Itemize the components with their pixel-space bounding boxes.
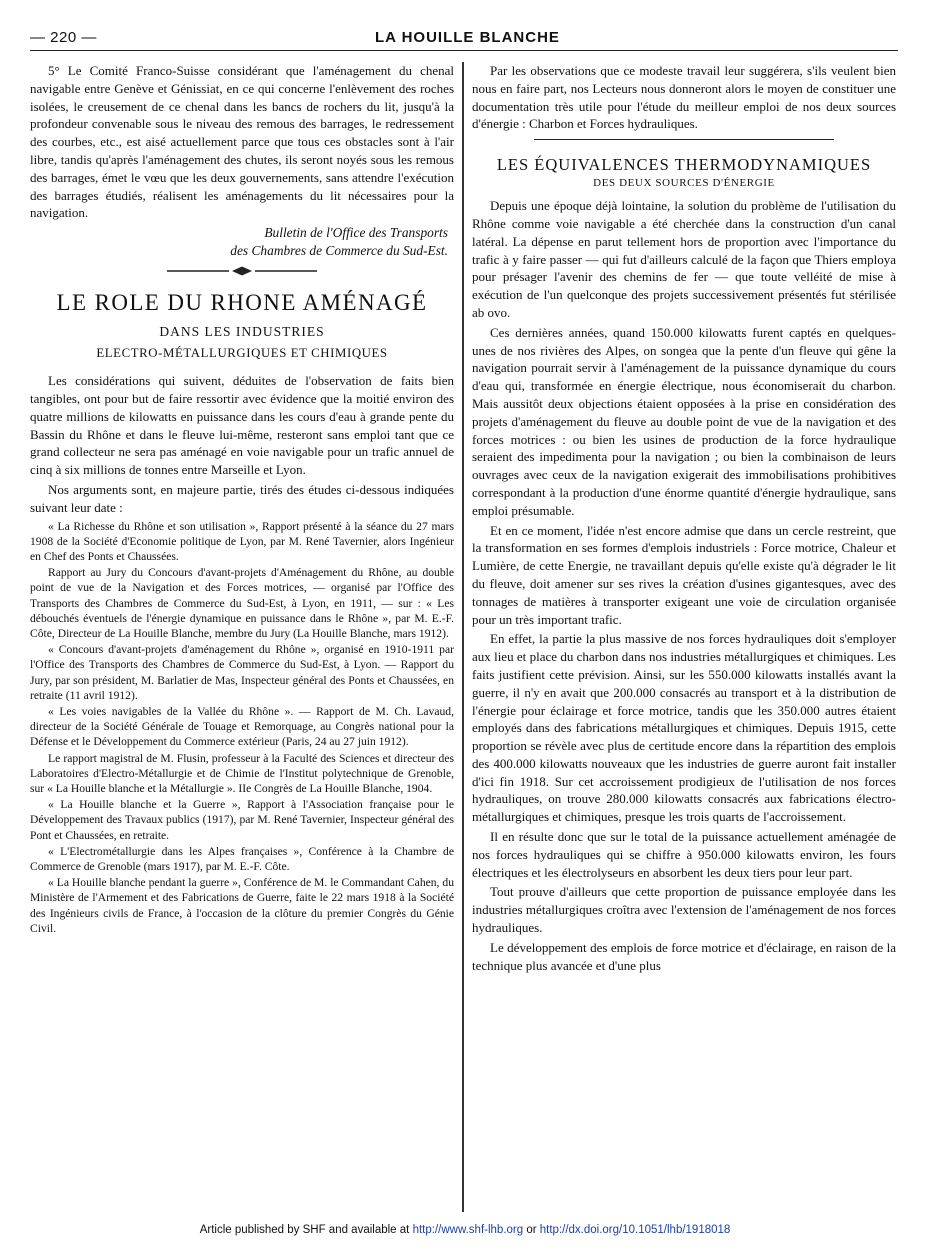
section-rule <box>534 139 834 140</box>
intro-paragraph-left: 5° Le Comité Franco-Suisse considérant que l'aménagement du chenal navigable entre Genève et Génissiat, en ce qui concerne l'enlèvement des roches isolées, le creusement de ce chenal dans les bancs de rochers du lit, jusqu'à la profondeur convenable sous le niveau des remous des barrages, le redressement des courbes, etc., est aisé actuellement parce que tous ces obstacles sont à l'air libre, tandis qu'après l'aménagement des chutes, ils seront noyés sous les remous des barrages, émet le vœu que les deux gouvernements, sans attendre l'exécution des barrages étudiés, réalisent les aménagements du lit nécessaires pour la navigation. <box>30 63 454 221</box>
section-paragraph-6: Tout prouve d'ailleurs que cette proportion de puissance employée dans les industries métallurgiques croîtra avec l'extension de l'aménagement de nos forces hydrauliques. <box>472 884 896 936</box>
article-subtitle-1: DANS LES INDUSTRIES <box>159 324 325 340</box>
source-signature <box>30 224 448 260</box>
section-paragraph-1: Depuis une époque déjà lointaine, la solution du problème de l'utilisation du Rhône comme voie navigable a été cherchée dans la construction d'un canal latéral. La dépense en parut tellement hors de proportion avec l'importance du trafic à y faire passer — qui fut d'ailleurs calculé de la façon que Thiers employa pour présager l'avenir des chemins de fer — que toute velléité de mise à exécution de l'un quelconque des projets successivement présentés fut stérilisée ab ovo. <box>472 198 896 320</box>
header-rule <box>30 50 898 51</box>
page-number: — 220 — <box>30 28 97 46</box>
article-title: LE ROLE DU RHONE AMÉNAGÉ <box>56 290 428 316</box>
reference-item-3: « Concours d'avant-projets d'aménagement du Rhône », organisé en 1910-1911 par l'Office des Transports des Chambres de Commerce du Sud-Est, à Lyon. — Rapport du Jury, par son président, M. Barlatier de Mas, Inspecteur général des Ponts et Chaussées, en retraite (11 avril 1912). <box>30 643 454 702</box>
section-title: LES ÉQUIVALENCES THERMODYNAMIQUES <box>496 155 872 175</box>
reference-item-2: Rapport au Jury du Concours d'avant-projets d'Aménagement du Rhône, au double point de vue de la Navigation et des Forces motrices, — organisé par l'Office des Transports des Chambres de Commerce du Sud-Est, à Lyon, en 1911, — sur : « Les débouchés éventuels de l'énergie dynamique en puissance dans le Rhône », par M. E.-F. Côte, Directeur de La Houille Blanche, membre du Jury (La Houille Blanche, mars 1912). <box>30 566 454 640</box>
journal-title: LA HOUILLE BLANCHE <box>374 28 560 46</box>
section-paragraph-4: En effet, la partie la plus massive de nos forces hydrauliques doit s'employer aux lieu et place du charbon dans nos industries métallurgiques et chimiques. Les faits justifient cette prévision. Ainsi, sur les 550.000 kilowatts installés avant la guerre, il n'y en avait que 200.000 consacrés au transport et à la distribution de l'énergie pour éclairage et force motrice, tandis que les 350.000 autres étaient employés dans des fabrications métallurgiques et chimiques. Depuis 1915, cette proportion se révèle avec plus de certitude encore dans la répartition des emplois des 400.000 kilowatts nouveaux que les industries de guerre auront fait installer d'ici fin 1918. Sur cet accroissement prodigieux de l'utilisation de nos forces hydrauliques, on trouve 280.000 kilowatts consacrés aux fabrications électro-métallurgiques et chimiques, presque les trois quarts de l'accroissement. <box>472 631 896 825</box>
ornament-divider <box>30 266 454 276</box>
left-column <box>30 62 454 937</box>
section-paragraph-5: Il en résulte donc que sur le total de la puissance actuellement aménagée de nos forces hydrauliques qui se chiffre à 950.000 kilowatts environ, les fours électriques et les électrolyseurs en absorbent les deux tiers pour leur part. <box>472 829 896 880</box>
reference-item-8: « La Houille blanche pendant la guerre », Conférence de M. le Commandant Cahen, du Ministère de l'Armement et des Fabrications de Guerre, faite le 22 mars 1918 à la Société des Ingénieurs civils de France, à l'occasion de la clôture du premier Congrès du Génie Civil. <box>30 876 454 935</box>
section-paragraph-7: Le développement des emplois de force motrice et d'éclairage, en raison de la technique plus avancée et d'une plus <box>472 939 896 973</box>
reference-item-7: « L'Electrométallurgie dans les Alpes françaises », Conférence à la Chambre de Commerce de Grenoble (mars 1917), par M. E.-F. Côte. <box>30 844 454 874</box>
article-subtitle-2: ELECTRO-MÉTALLURGIQUES ET CHIMIQUES <box>96 346 388 361</box>
reference-item-1: « La Richesse du Rhône et son utilisation », Rapport présenté à la séance du 27 mars 1908 de la Société d'Economie politique de Lyon, par M. René Tavernier, alors Ingénieur en Chef des Ponts et Chaussées. <box>30 519 454 563</box>
article-paragraph-2: Nos arguments sont, en majeure partie, tirés des études ci-dessous indiquées suivant leur date : <box>30 481 454 515</box>
reference-item-6: « La Houille blanche et la Guerre », Rapport à l'Association française pour le Développement des Travaux publics (1917), par M. René Tavernier, Inspecteur général des Pont et Chaussées, en retraite. <box>30 798 454 842</box>
section-paragraph-2: Ces dernières années, quand 150.000 kilowatts furent captés en quelques-unes de nos rivières des Alpes, on songea que la pente d'un fleuve qui gêne la navigation pourrait servir à l'aménagement de la puissance dynamique du cours d'eau qui, transformée en énergie électrique, nous économiserait du charbon. Mais aussitôt deux objections étaient opposées à la prise en considération des projets d'aménagement du fleuve au double point de vue de la navigation et des forces motrices : ou bien les usines de production de la force hydraulique seraient des impedimenta pour la navigation ; ou bien la combinaison de leurs ouvrages avec ceux de la navigation exigerait des immobilisations prohibitives correspondant à la production d'une énorme quantité d'énergie hydraulique, sans emploi présumable. <box>472 324 896 518</box>
section-paragraph-3: Et en ce moment, l'idée n'est encore admise que dans un cercle restreint, que la transformation en ses formes d'emplois industriels : Force motrice, Chaleur et Lumière, de cette Energie, ne travaillant depuis qu'elle existe qu'à dégrader le lit du fleuve, doit amener sur ses rives la création d'usines gigantesques, avec des tonnages de matières à transporter exigeant une voie de circulation organisée pour un très important trafic. <box>472 522 896 627</box>
footer-prefix: Article published by SHF and available at <box>199 1224 413 1236</box>
section-subtitle: DES DEUX SOURCES D'ÉNERGIE <box>593 177 775 190</box>
intro-paragraph-right: Par les observations que ce modeste travail leur suggérera, s'ils veulent bien nous en faire part, nos Lecteurs nous donneront alors le moyen de constituer une documentation très utile pour l'étude du meilleur emploi de nos deux sources d'énergie : Charbon et Forces hydrauliques. <box>472 63 896 132</box>
signature-line-2: des Chambres de Commerce du Sud-Est. <box>230 243 448 259</box>
footer-middle: or <box>523 1224 540 1236</box>
footer-link-doi[interactable]: http://dx.doi.org/10.1051/lhb/1918018 <box>539 1224 731 1236</box>
ornament-divider-icon <box>167 266 317 276</box>
column-separator <box>462 62 464 1212</box>
page-header <box>30 26 898 48</box>
right-column <box>472 62 896 976</box>
page-footer <box>0 1224 930 1236</box>
reference-item-5: Le rapport magistral de M. Flusin, professeur à la Faculté des Sciences et directeur des Laboratoires d'Electro-Métallurgie et de Chimie de l'Institut polytechnique de Grenoble, sur « La Houille blanche et la Métallurgie ». IIe Congrès de La Houille Blanche, 1904. <box>30 751 454 795</box>
article-paragraph-1: Les considérations qui suivent, déduites de l'observation de faits bien tangibles, ont pour but de faire ressortir avec évidence que la moitié environ des quatre millions de kilowatts en puissance dans les cours d'eau à grande pente du Bassin du Rhône et dans le fleuve lui-même, resteront sans emploi tant que ce grand collecteur ne sera pas aménagé en voie navigable pour un trafic annuel de cinq à six millions de tonnes entre Marseille et Lyon. <box>30 373 454 478</box>
signature-line-1: Bulletin de l'Office des Transports <box>264 225 448 241</box>
footer-link-shf[interactable]: http://www.shf-lhb.org <box>412 1224 524 1236</box>
reference-item-4: « Les voies navigables de la Vallée du Rhône ». — Rapport de M. Ch. Lavaud, directeur de la Société Générale de Touage et Remorquage, au Congrès national pour la Défense et le Développement du Commerce extérieur (Paris, 24 au 27 juin 1912). <box>30 704 454 749</box>
